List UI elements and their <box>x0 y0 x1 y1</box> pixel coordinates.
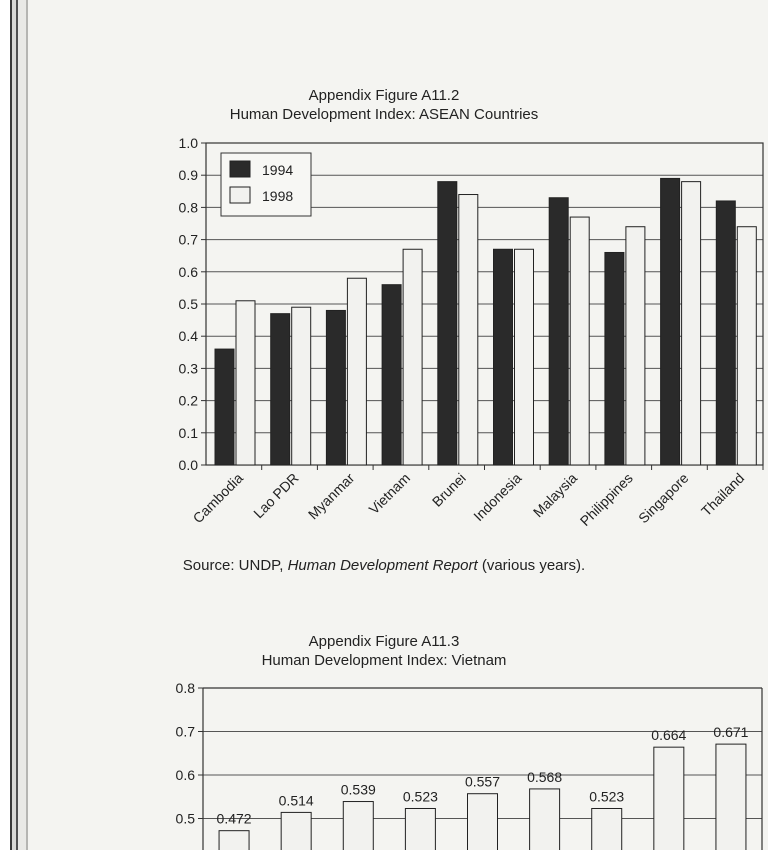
source-suffix: (various years). <box>477 557 586 574</box>
source-prefix: Source: UNDP, <box>182 557 288 574</box>
y-tick-label: 0.7 <box>178 231 198 248</box>
x-tick-label: Lao PDR <box>250 469 302 522</box>
legend-label: 1994 <box>262 162 294 178</box>
figure-a11-3-subtitle: Human Development Index: Vietnam <box>261 652 507 669</box>
figure-a11-2-subtitle: Human Development Index: ASEAN Countries <box>229 106 539 123</box>
data-label: 0.539 <box>340 781 376 798</box>
y-tick-label: 0.4 <box>178 328 198 345</box>
x-tick-label: Myanmar <box>304 469 358 523</box>
y-tick-label: 0.2 <box>178 392 198 409</box>
figure-a11-2-title: Appendix Figure A11.2 <box>308 87 460 104</box>
x-tick-label: Vietnam <box>365 469 414 518</box>
x-tick-label: Brunei <box>428 469 469 510</box>
x-tick-label: Malaysia <box>529 469 581 521</box>
data-label: 0.671 <box>713 724 749 741</box>
x-tick-label: Singapore <box>635 469 692 527</box>
bar <box>468 794 498 850</box>
y-tick-label: 0.6 <box>178 263 198 280</box>
y-tick-label: 0.5 <box>175 810 195 827</box>
y-tick-label: 0.1 <box>178 424 198 441</box>
y-tick-label: 0.8 <box>178 199 198 216</box>
bar <box>219 831 249 850</box>
y-tick-label: 0.3 <box>178 360 198 377</box>
y-tick-label: 0.9 <box>178 167 198 184</box>
y-tick-label: 0.6 <box>175 767 195 783</box>
bar <box>654 747 684 850</box>
data-label: 0.568 <box>527 768 563 785</box>
x-tick-label: Philippines <box>576 469 636 530</box>
bar <box>343 802 373 850</box>
y-tick-label: 0.8 <box>175 680 195 696</box>
x-tick-label: Thailand <box>697 469 748 520</box>
data-label: 0.523 <box>402 788 438 805</box>
bar <box>281 812 311 850</box>
source-report-title: Human Development Report <box>287 557 478 574</box>
bar <box>405 808 435 850</box>
x-tick-label: Indonesia <box>470 469 525 525</box>
data-label: 0.514 <box>278 792 314 809</box>
y-tick-label: 0.5 <box>178 296 198 312</box>
figure-a11-3-title: Appendix Figure A11.3 <box>308 633 460 650</box>
bar <box>716 744 746 850</box>
bar <box>530 789 560 850</box>
data-label: 0.557 <box>464 773 501 790</box>
data-label: 0.523 <box>589 788 625 805</box>
data-label: 0.472 <box>216 810 252 827</box>
y-tick-label: 0.7 <box>175 723 195 740</box>
legend-label: 1998 <box>262 188 294 204</box>
bar <box>592 808 622 850</box>
y-tick-label: 0.0 <box>178 457 198 473</box>
data-label: 0.664 <box>651 727 687 744</box>
x-tick-label: Cambodia <box>189 469 246 527</box>
y-tick-label: 1.0 <box>178 135 198 151</box>
